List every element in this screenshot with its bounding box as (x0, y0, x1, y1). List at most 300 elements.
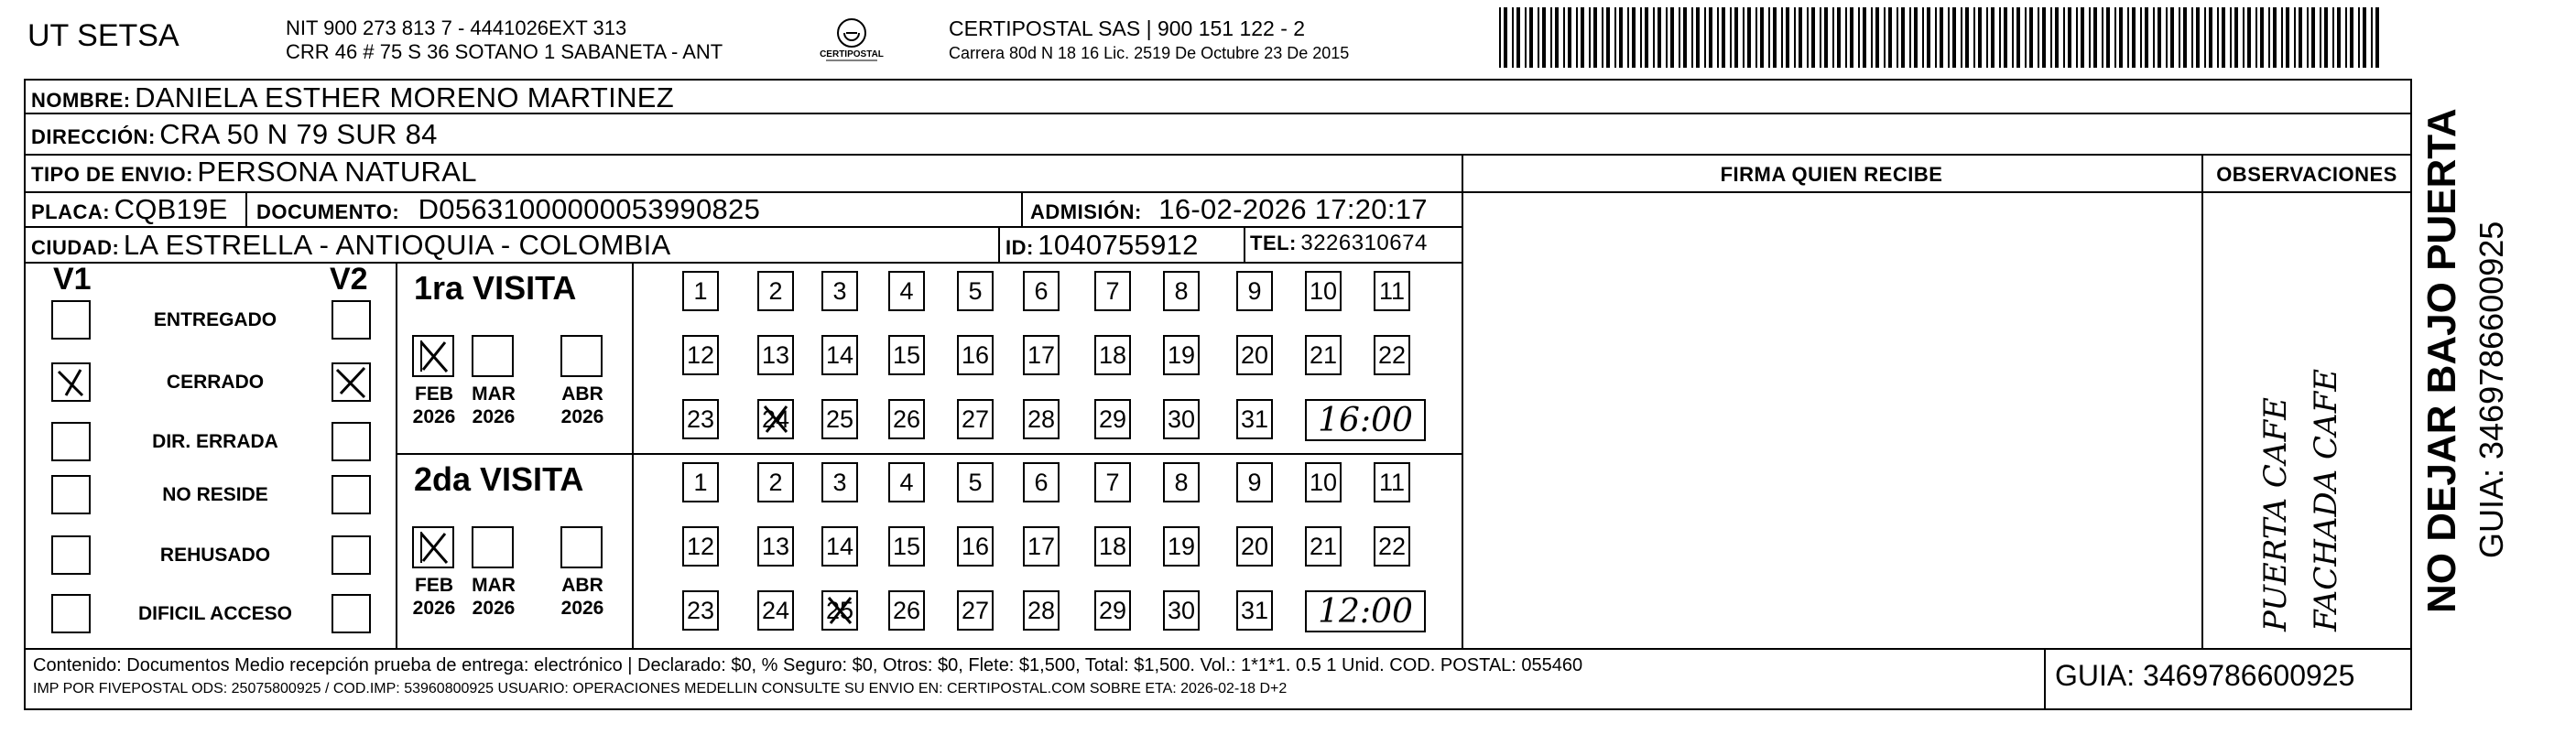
day-number: 21 (1309, 340, 1338, 369)
barcode-bar (2320, 7, 2321, 68)
ciudad-field (31, 229, 671, 262)
day-box[interactable] (821, 335, 858, 375)
status-option-label: NO RESIDE (162, 484, 268, 505)
barcode-bar (1499, 7, 1501, 68)
barcode-bar (2196, 7, 2200, 68)
barcode-bar (1538, 7, 1539, 68)
month-checkbox[interactable] (560, 335, 603, 377)
day-number: 15 (892, 532, 921, 560)
day-box[interactable] (1163, 590, 1200, 631)
visit-time-box[interactable] (1305, 399, 1426, 441)
day-box[interactable] (1023, 526, 1060, 567)
day-number: 22 (1377, 340, 1407, 369)
day-number: 31 (1240, 596, 1269, 624)
barcode-bar (1807, 7, 1809, 68)
barcode-bar (2273, 7, 2277, 68)
direccion-value: CRA 50 N 79 SUR 84 (159, 118, 438, 150)
day-box[interactable] (1023, 399, 1060, 439)
barcode-bar (1589, 7, 1591, 68)
month-checkbox[interactable] (472, 526, 514, 568)
day-box[interactable] (1236, 590, 1273, 631)
v1-checkbox[interactable] (51, 475, 91, 514)
visit-title: 1ra VISITA (414, 269, 577, 307)
day-number: 30 (1167, 596, 1196, 624)
barcode-bar (1991, 7, 1994, 68)
day-box[interactable] (757, 271, 794, 311)
v1-checkbox[interactable] (51, 594, 91, 633)
day-box[interactable] (1305, 335, 1342, 375)
day-box[interactable] (888, 526, 925, 567)
barcode-bar (2307, 7, 2309, 68)
v1-checkbox[interactable] (51, 422, 91, 461)
barcode-bar (2281, 7, 2283, 68)
barcode-bar (2132, 7, 2136, 68)
visit-time-handwritten: 16:00 (1318, 401, 1413, 439)
day-number: 26 (892, 405, 921, 433)
barcode-bar (2294, 7, 2296, 68)
status-option-label: DIR. ERRADA (152, 431, 278, 452)
nombre-field (31, 81, 674, 114)
barcode-bar (2158, 7, 2161, 68)
barcode-bar (1965, 7, 1969, 68)
day-box[interactable] (821, 271, 858, 311)
ciudad-value: LA ESTRELLA - ANTIOQUIA - COLOMBIA (123, 229, 671, 261)
status-option-label: ENTREGADO (153, 309, 277, 330)
day-box[interactable] (821, 526, 858, 567)
month-name: MAR (472, 575, 516, 596)
barcode-bar (2170, 7, 2174, 68)
day-box[interactable] (1305, 271, 1342, 311)
barcode-bar (2183, 7, 2187, 68)
barcode-bar (1952, 7, 1956, 68)
day-number: 3 (832, 276, 847, 305)
barcode-bar (1593, 7, 1597, 68)
barcode-bar (1940, 7, 1943, 68)
v1-checkbox[interactable] (51, 362, 91, 402)
barcode-bar (2230, 7, 2232, 68)
barcode-bar (1948, 7, 1950, 68)
day-number: 21 (1309, 532, 1338, 560)
month-year: 2026 (472, 598, 516, 619)
barcode-bar (2234, 7, 2238, 68)
nombre-value: DANIELA ESTHER MORENO MARTINEZ (135, 81, 674, 113)
day-number: 7 (1105, 276, 1120, 305)
barcode-bar (1794, 7, 1796, 68)
day-box[interactable] (957, 590, 994, 631)
barcode-bar (2337, 7, 2341, 68)
day-box[interactable] (1023, 590, 1060, 631)
barcode-bar (1563, 7, 1565, 68)
day-number: 7 (1105, 468, 1120, 496)
v2-checkbox[interactable] (332, 535, 371, 575)
barcode-bar (2243, 7, 2244, 68)
barcode-bar (1747, 7, 1751, 68)
barcode-bar (1875, 7, 1879, 68)
day-number: 23 (686, 596, 715, 624)
day-number: 31 (1240, 405, 1269, 433)
day-box[interactable] (1094, 271, 1131, 311)
documento-field (256, 193, 760, 226)
day-box[interactable] (1236, 271, 1273, 311)
month-label (466, 574, 521, 620)
day-box[interactable] (957, 526, 994, 567)
barcode-bar (2311, 7, 2315, 68)
day-box[interactable] (1163, 271, 1200, 311)
day-box[interactable] (821, 399, 858, 439)
barcode-bar (1504, 7, 1507, 68)
month-checkbox[interactable] (412, 335, 454, 377)
barcode-bar (2114, 7, 2116, 68)
placa-label: PLACA: (31, 200, 111, 223)
admision-label: ADMISIÓN: (1030, 200, 1142, 223)
barcode-bar (2350, 7, 2353, 68)
barcode-bar (2371, 7, 2373, 68)
barcode-bar (1653, 7, 1655, 68)
day-box[interactable] (1023, 335, 1060, 375)
certipostal-line: CERTIPOSTAL SAS | 900 151 122 - 2 (949, 16, 1306, 40)
barcode-bar (2153, 7, 2155, 68)
tel-value: 3226310674 (1300, 231, 1428, 255)
day-box[interactable] (682, 335, 719, 375)
day-mark (759, 401, 792, 437)
barcode-bar (1811, 7, 1815, 68)
direccion-label: DIRECCIÓN: (31, 125, 156, 148)
barcode-bar (1824, 7, 1828, 68)
day-number: 19 (1167, 532, 1196, 560)
barcode-bar (2358, 7, 2360, 68)
day-box[interactable] (1163, 335, 1200, 375)
day-box[interactable] (1094, 462, 1131, 502)
side-warning: NO DEJAR BAJO PUERTA (2419, 108, 2464, 613)
logo-text: CERTIPOSTAL (820, 49, 884, 59)
admision-field (1030, 193, 1428, 226)
v2-label: V2 (330, 262, 368, 297)
barcode-bar (2332, 7, 2334, 68)
barcode-bar (1670, 7, 1674, 68)
month-label (407, 383, 462, 428)
v2-checkbox[interactable] (332, 362, 371, 402)
barcode-bar (1755, 7, 1757, 68)
day-box[interactable] (1094, 399, 1131, 439)
day-box[interactable] (682, 399, 719, 439)
barcode-bar (1909, 7, 1911, 68)
day-box[interactable] (1163, 462, 1200, 502)
footer-guia: GUIA: 3469786600925 (2055, 659, 2355, 692)
day-number: 2 (768, 276, 783, 305)
barcode-bar (1832, 7, 1834, 68)
barcode-bar (1730, 7, 1732, 68)
month-name: ABR (561, 575, 603, 596)
side-guia: GUIA: 3469786600925 (2473, 221, 2510, 558)
barcode-bar (1632, 7, 1636, 68)
day-number: 14 (825, 532, 854, 560)
barcode-bar (1619, 7, 1623, 68)
day-number: 13 (761, 532, 790, 560)
barcode-bar (1602, 7, 1603, 68)
barcode-bar (2050, 7, 2052, 68)
barcode-bar (1576, 7, 1578, 68)
day-box[interactable] (821, 462, 858, 502)
barcode-bar (1627, 7, 1629, 68)
barcode-bar (1781, 7, 1783, 68)
day-box[interactable] (1236, 526, 1273, 567)
barcode-bar (1606, 7, 1610, 68)
day-number: 26 (892, 596, 921, 624)
barcode-bar (1858, 7, 1860, 68)
barcode-bar (1683, 7, 1687, 68)
day-box[interactable] (1163, 526, 1200, 567)
day-box[interactable] (1305, 462, 1342, 502)
day-box[interactable] (957, 462, 994, 502)
barcode-bar (2093, 7, 2097, 68)
day-number: 13 (761, 340, 790, 369)
barcode-bar (2268, 7, 2270, 68)
v2-checkbox[interactable] (332, 594, 371, 633)
direccion-field (31, 118, 438, 151)
day-box[interactable] (888, 590, 925, 631)
barcode-bar (1901, 7, 1905, 68)
placa-field (31, 193, 228, 226)
barcode-bar (1696, 7, 1700, 68)
day-number: 10 (1309, 468, 1338, 496)
day-box[interactable] (682, 271, 719, 311)
barcode-bar (2209, 7, 2212, 68)
v2-checkbox[interactable] (332, 300, 371, 340)
status-option-label: DIFICIL ACCESO (137, 603, 292, 624)
ciudad-label: CIUDAD: (31, 236, 120, 259)
day-box[interactable] (1374, 526, 1410, 567)
barcode-bar (1897, 7, 1898, 68)
barcode-bar (1679, 7, 1680, 68)
day-number: 24 (761, 405, 790, 433)
v1-checkbox[interactable] (51, 535, 91, 575)
v1-checkbox[interactable] (51, 300, 91, 340)
barcode-bar (2166, 7, 2168, 68)
barcode-bar (1542, 7, 1546, 68)
barcode-bar (1927, 7, 1930, 68)
barcode-bar (2260, 7, 2264, 68)
month-year: 2026 (560, 406, 604, 427)
day-number: 4 (899, 468, 914, 496)
day-number: 6 (1034, 276, 1049, 305)
day-number: 15 (892, 340, 921, 369)
barcode-bar (2324, 7, 2328, 68)
day-number: 16 (961, 532, 990, 560)
day-box[interactable] (1374, 462, 1410, 502)
day-box[interactable] (1094, 335, 1131, 375)
barcode-bar (1884, 7, 1886, 68)
day-box[interactable] (1374, 335, 1410, 375)
day-number: 25 (825, 596, 854, 624)
day-box[interactable] (1094, 590, 1131, 631)
barcode-bar (1888, 7, 1892, 68)
day-number: 12 (686, 532, 715, 560)
month-year: 2026 (472, 406, 516, 427)
barcode-bar (1799, 7, 1802, 68)
day-number: 9 (1247, 276, 1262, 305)
barcode-bar (1512, 7, 1514, 68)
day-box[interactable] (757, 399, 794, 439)
id-value: 1040755912 (1038, 229, 1199, 261)
day-box[interactable] (888, 335, 925, 375)
barcode-bar (1978, 7, 1982, 68)
barcode-bar (2042, 7, 2046, 68)
barcode-bar (2247, 7, 2251, 68)
tipo-label: TIPO DE ENVIO: (31, 163, 193, 186)
visit-time-handwritten: 12:00 (1318, 592, 1413, 631)
day-number: 18 (1098, 532, 1127, 560)
day-box[interactable] (1094, 526, 1131, 567)
day-number: 28 (1027, 596, 1056, 624)
day-box[interactable] (757, 526, 794, 567)
day-number: 20 (1240, 532, 1269, 560)
observaciones-header: OBSERVACIONES (2216, 163, 2397, 186)
day-number: 22 (1377, 532, 1407, 560)
id-field (1005, 229, 1199, 262)
barcode-bar (2255, 7, 2257, 68)
barcode-bar (2345, 7, 2347, 68)
barcode-bar (1786, 7, 1789, 68)
day-box[interactable] (757, 590, 794, 631)
barcode-bar (1645, 7, 1648, 68)
observacion-handwritten-2: FACHADA CAFE (2308, 368, 2344, 632)
barcode-bar (1935, 7, 1937, 68)
day-number: 1 (693, 468, 708, 496)
day-number: 20 (1240, 340, 1269, 369)
barcode-bar (1614, 7, 1616, 68)
day-box[interactable] (1305, 526, 1342, 567)
month-year: 2026 (412, 406, 456, 427)
day-box[interactable] (682, 590, 719, 631)
day-box[interactable] (821, 590, 858, 631)
day-number: 28 (1027, 405, 1056, 433)
day-number: 1 (693, 276, 708, 305)
barcode-bar (2222, 7, 2225, 68)
barcode-bar (1850, 7, 1853, 68)
barcode-graphic (1497, 7, 2386, 70)
day-box[interactable] (888, 271, 925, 311)
day-number: 11 (1378, 276, 1406, 305)
day-number: 8 (1174, 468, 1189, 496)
barcode-bar (1568, 7, 1571, 68)
observacion-handwritten-1: PUERTA CAFE (2257, 397, 2294, 632)
day-number: 16 (961, 340, 990, 369)
day-number: 24 (761, 596, 790, 624)
day-number: 8 (1174, 276, 1189, 305)
footer-contenido: Contenido: Documentos Medio recepción prueba de entrega: electrónico | Declarado: $0, % Seguro: $0, Otros: $0, Flete: $1,500, Total: $1,500. Vol.: 1*1*1. 0.5 1 Unid. COD. POSTAL: 055460 (33, 655, 1583, 675)
barcode-bar (1581, 7, 1584, 68)
barcode-bar (1973, 7, 1975, 68)
day-number: 19 (1167, 340, 1196, 369)
month-checkbox[interactable] (412, 526, 454, 568)
barcode-bar (1734, 7, 1738, 68)
month-name: FEB (415, 383, 453, 405)
barcode-bar (2106, 7, 2110, 68)
day-box[interactable] (1236, 399, 1273, 439)
certipostal-logo-icon (806, 15, 897, 66)
barcode-bar (1525, 7, 1527, 68)
day-number: 10 (1309, 276, 1338, 305)
barcode-bar (1709, 7, 1712, 68)
barcode-bar (1773, 7, 1777, 68)
barcode-bar (2068, 7, 2071, 68)
day-box[interactable] (1023, 271, 1060, 311)
barcode-bar (1658, 7, 1661, 68)
day-box[interactable] (957, 399, 994, 439)
day-box[interactable] (888, 462, 925, 502)
day-box[interactable] (957, 271, 994, 311)
nombre-label: NOMBRE: (31, 89, 131, 112)
day-box[interactable] (1374, 271, 1410, 311)
barcode-bar (1986, 7, 1988, 68)
barcode-bar (1914, 7, 1918, 68)
visit-time-box[interactable] (1305, 590, 1426, 632)
v2-checkbox[interactable] (332, 422, 371, 461)
month-name: MAR (472, 383, 516, 405)
barcode-bar (2145, 7, 2148, 68)
barcode-bar (2038, 7, 2039, 68)
placa-value: CQB19E (114, 193, 228, 225)
day-box[interactable] (888, 399, 925, 439)
day-number: 4 (899, 276, 914, 305)
day-number: 5 (968, 276, 983, 305)
v1-label: V1 (53, 262, 92, 297)
tel-label: TEL: (1250, 232, 1297, 254)
barcode-bar (2191, 7, 2193, 68)
barcode-bar (1961, 7, 1962, 68)
barcode-bar (1871, 7, 1873, 68)
documento-value: D05631000000053990825 (418, 193, 761, 225)
month-year: 2026 (412, 598, 456, 619)
barcode-bar (1837, 7, 1841, 68)
barcode-bar (1550, 7, 1552, 68)
barcode (1497, 7, 2386, 70)
visit-title: 2da VISITA (414, 460, 584, 498)
barcode-bar (2081, 7, 2084, 68)
barcode-bar (1722, 7, 1725, 68)
barcode-bar (1743, 7, 1745, 68)
barcode-bar (2012, 7, 2014, 68)
month-name: FEB (415, 575, 453, 596)
day-box[interactable] (757, 335, 794, 375)
barcode-bar (1760, 7, 1764, 68)
day-box[interactable] (957, 335, 994, 375)
day-box[interactable] (682, 462, 719, 502)
day-box[interactable] (1236, 462, 1273, 502)
month-checkbox[interactable] (472, 335, 514, 377)
day-box[interactable] (757, 462, 794, 502)
month-label (555, 383, 610, 428)
barcode-bar (2204, 7, 2206, 68)
barcode-bar (1555, 7, 1559, 68)
barcode-bar (1516, 7, 1520, 68)
barcode-bar (2004, 7, 2007, 68)
day-box[interactable] (1163, 399, 1200, 439)
id-label: ID: (1005, 236, 1034, 259)
day-box[interactable] (682, 526, 719, 567)
month-checkbox[interactable] (560, 526, 603, 568)
day-box[interactable] (1236, 335, 1273, 375)
barcode-bar (2029, 7, 2033, 68)
barcode-bar (1717, 7, 1719, 68)
day-box[interactable] (1023, 462, 1060, 502)
month-label (407, 574, 462, 620)
barcode-bar (2119, 7, 2123, 68)
status-option-label: CERRADO (166, 372, 265, 393)
month-name: ABR (561, 383, 603, 405)
barcode-bar (2055, 7, 2059, 68)
v2-checkbox[interactable] (332, 475, 371, 514)
